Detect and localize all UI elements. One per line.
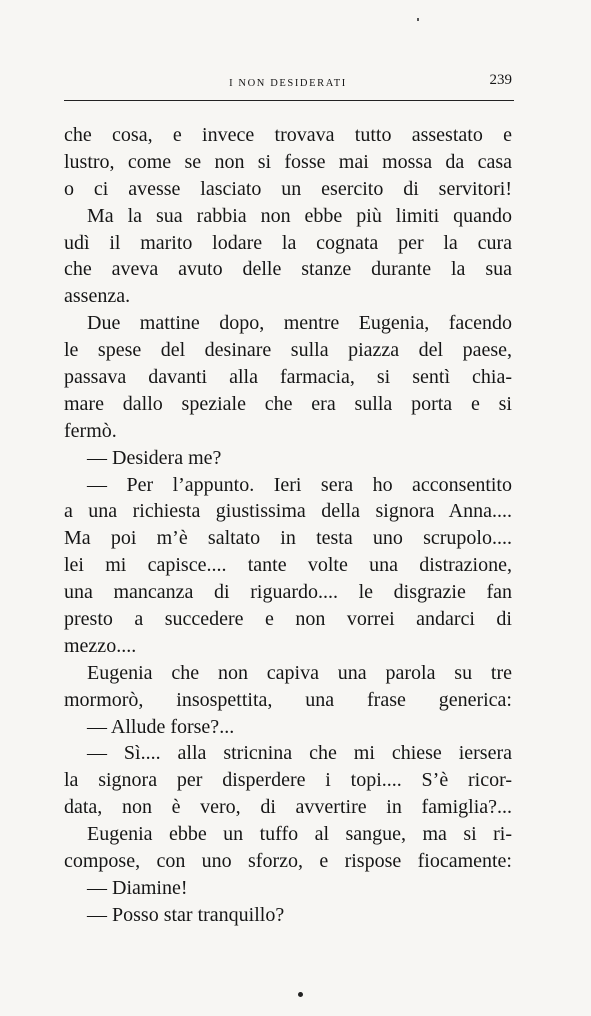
text-line: Due mattine dopo, mentre Eugenia, facendo [87,312,512,335]
text-line: udì il marito lodare la cognata per la cura [64,231,512,254]
text-line: compose, con uno sforzo, e rispose fiocamente: [64,850,512,873]
print-speck [417,18,419,21]
text-line: — Posso star tranquillo? [87,903,285,926]
page-number: 239 [489,72,512,88]
text-line: — Diamine! [87,876,188,899]
text-line: lustro, come se non si fosse mai mossa da casa [64,150,512,173]
text-line: — Per l’appunto. Ieri sera ho acconsentito [87,473,512,496]
text-line: mormorò, insospettita, una frase generica: [64,688,512,711]
text-line: passava davanti alla farmacia, si sentì chia- [64,366,512,389]
print-speck [298,992,303,997]
text-line: la signora per disperdere i topi.... S’è ricor- [64,769,512,792]
running-title: I NON DESIDERATI [229,78,347,89]
text-line: le spese del desinare sulla piazza del paese, [64,339,512,362]
running-head [64,72,512,94]
text-line: Eugenia che non capiva una parola su tre [87,661,512,684]
body-text [64,122,512,929]
text-line: Ma poi m’è saltato in testa uno scrupolo.... [64,527,512,550]
text-line: — Allude forse?... [87,715,235,738]
text-line: fermò. [64,419,117,442]
text-line: — Desidera me? [87,446,222,469]
text-line: a una richiesta giustissima della signora Anna.... [64,500,512,523]
text-line: che aveva avuto delle stanze durante la sua [64,258,512,281]
text-line: Eugenia ebbe un tuffo al sangue, ma si ri- [87,823,512,846]
text-line: mare dallo speziale che era sulla porta e si [64,392,512,415]
text-line: Ma la sua rabbia non ebbe più limiti quando [87,204,512,227]
text-line: che cosa, e invece trovava tutto assestato e [64,124,512,146]
text-line: lei mi capisce.... tante volte una distrazione, [64,554,512,577]
text-line: — Sì.... alla stricnina che mi chiese iersera [87,742,512,765]
text-line: data, non è vero, di avvertire in famiglia?... [64,796,512,819]
text-line: una mancanza di riguardo.... le disgrazie fan [64,581,512,604]
text-line: mezzo.... [64,634,137,657]
text-line: presto a succedere e non vorrei andarci di [64,608,512,631]
header-rule [64,100,514,101]
text-line: o ci avesse lasciato un esercito di servitori! [64,177,512,200]
text-line: assenza. [64,285,131,308]
